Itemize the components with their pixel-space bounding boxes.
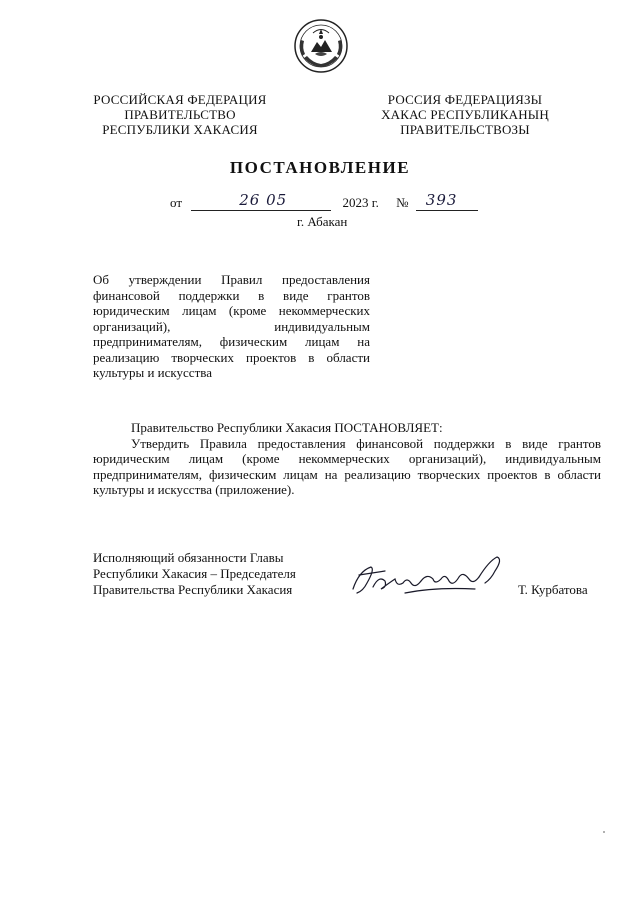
signatory-position bbox=[93, 550, 333, 598]
handwritten-signature-icon bbox=[345, 553, 510, 601]
signatory-position-line: Исполняющий обязанности Главы bbox=[93, 550, 284, 565]
date-field bbox=[191, 191, 331, 211]
header-right-line: РОССИЯ ФЕДЕРАЦИЯЗЫ bbox=[387, 92, 543, 107]
document-title: ПОСТАНОВЛЕНИЕ bbox=[229, 158, 411, 177]
subject-text: Об утверждении Правил предоставления финансовой поддержки в виде грантов юридическим лицам (кроме некоммерческих организаций), индивидуальным предпринимателям, физическим лицам на реализацию творческих проектов в области культуры и искусства bbox=[93, 272, 370, 380]
number-field bbox=[416, 191, 478, 211]
coat-of-arms-icon bbox=[293, 18, 349, 74]
date-number-row bbox=[170, 191, 478, 212]
date-prefix: от bbox=[170, 195, 183, 210]
scan-speck bbox=[603, 831, 605, 833]
signatory-position-line: Правительства Республики Хакасия bbox=[93, 582, 293, 597]
header-left-line: ПРАВИТЕЛЬСТВО bbox=[124, 107, 236, 122]
city-label: г. Абакан bbox=[297, 214, 348, 229]
header-right-line: ПРАВИТЕЛЬСТВОЗЫ bbox=[400, 122, 530, 137]
number-sign: № bbox=[396, 195, 409, 210]
document-body bbox=[93, 420, 601, 498]
decree-line: Правительство Республики Хакасия ПОСТАНОВЛЯЕТ: bbox=[131, 420, 443, 435]
document-subject bbox=[93, 272, 370, 381]
coat-of-arms-svg bbox=[293, 18, 349, 74]
signatory-position-line: Республики Хакасия – Председателя bbox=[93, 566, 296, 581]
header-right-line: ХАКАС РЕСПУБЛИКАНЫҢ bbox=[381, 107, 549, 122]
header-left-line: РЕСПУБЛИКИ ХАКАСИЯ bbox=[102, 122, 258, 137]
signatory-name: Т. Курбатова bbox=[518, 582, 588, 597]
header-left bbox=[70, 92, 290, 137]
handwritten-number: 393 bbox=[425, 191, 458, 209]
decree-text: Утвердить Правила предоставления финансовой поддержки в виде грантов юридическим лицам (кроме некоммерческих организаций), индивидуальным предпринимателям, физическим лицам на реализацию творческих проектов в области культуры и искусства (приложение). bbox=[93, 435, 601, 497]
year-label: 2023 г. bbox=[342, 195, 379, 210]
signature-svg bbox=[345, 553, 510, 601]
handwritten-date: 26 05 bbox=[239, 191, 288, 209]
header-left-line: РОССИЙСКАЯ ФЕДЕРАЦИЯ bbox=[93, 92, 267, 107]
header-right bbox=[350, 92, 580, 137]
